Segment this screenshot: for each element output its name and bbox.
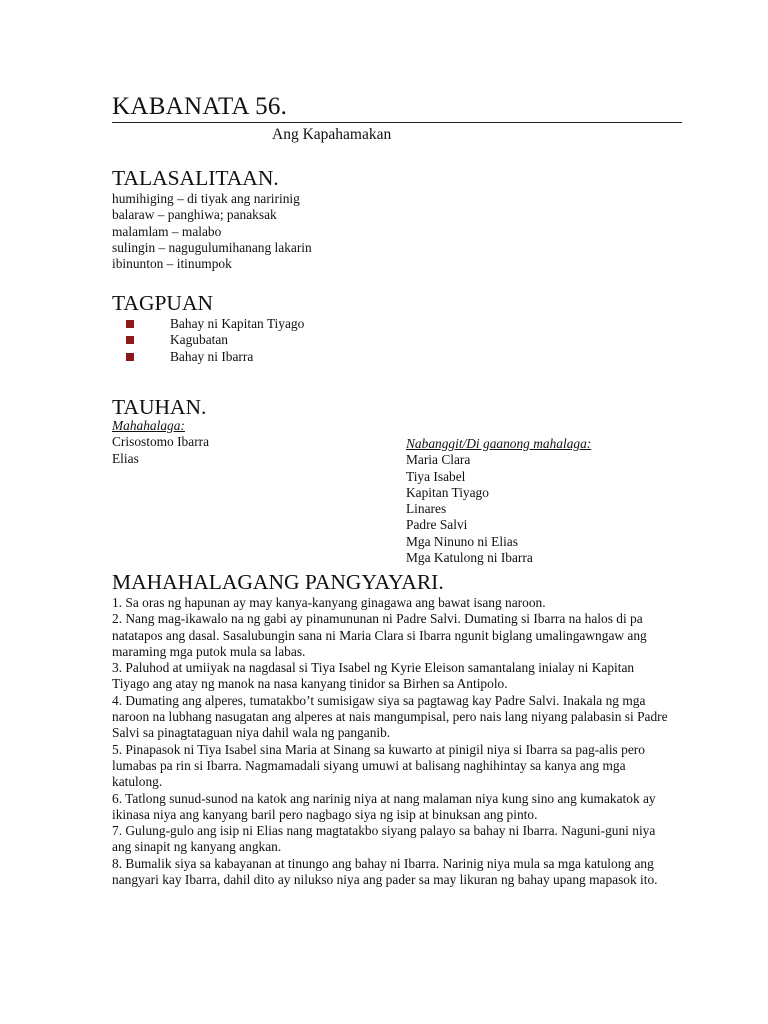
setting-heading: TAGPUAN (112, 291, 214, 315)
vocabulary-item: balaraw – panghiwa; panaksak (112, 207, 277, 223)
event-item: 4. Dumating ang alperes, tumatakbo’t sumisigaw siya sa pagtawag kay Padre Salvi. Inakala ng mga naroon na lubhang nasugatan ang alperes at nais mangumpisal, pero nais lang niyang palabasin si Padre Salvi sa pinagtataguan niya dahil wala ng panganib. (112, 692, 668, 741)
vocabulary-item: malamlam – malabo (112, 223, 222, 239)
event-item: 5. Pinapasok ni Tiya Isabel sina Maria at Sinang sa kuwarto at pinigil niya si Ibarra sa pag-alis pero lumabas pa rin si Ibarra. Nagmamadali siyang umuwi at balisang naghihintay sa kanya ang mga katulong. (112, 741, 645, 790)
character-name: Linares (406, 501, 447, 517)
event-item: 7. Gulung-gulo ang isip ni Elias nang magtatakbo siyang palayo sa bahay ni Ibarra. Naguni-guni niya ang sinapit ng kanyang angkan. (112, 823, 656, 855)
character-name: Mga Ninuno ni Elias (406, 533, 518, 549)
event-item: 2. Nang mag-ikawalo na ng gabi ay pinamununan ni Padre Salvi. Dumating si Ibarra na halos di pa natatapos ang dasal. Sasalubungin sana ni Maria Clara si Ibarra ngunit biglang umalingawngaw ang maraming mga putok mula sa labas. (112, 611, 647, 659)
square-bullet-icon (126, 336, 134, 344)
chapter-title: KABANATA 56. (112, 93, 288, 120)
title-divider (112, 122, 682, 123)
square-bullet-icon (126, 353, 134, 361)
character-name: Elias (112, 450, 139, 466)
event-item: 8. Bumalik siya sa kabayanan at tinungo ang bahay ni Ibarra. Narinig niya mula sa mga katulong ang nangyari kay Ibarra, dahil dito ay nilukso niya ang pader sa may likuran ng bahay upang mapasok ito. (112, 855, 658, 888)
character-name: Tiya Isabel (406, 468, 466, 484)
vocabulary-item: ibinunton – itinumpok (112, 256, 232, 272)
setting-label: Bahay ni Ibarra (170, 348, 254, 364)
vocabulary-list (112, 191, 312, 272)
vocabulary-item: sulingin – nagugulumihanang lakarin (112, 239, 312, 255)
vocabulary-item: humihiging – di tiyak ang naririnig (112, 191, 300, 206)
setting-label: Bahay ni Kapitan Tiyago (170, 316, 305, 331)
minor-characters-column (406, 436, 591, 566)
character-name: Maria Clara (406, 452, 471, 468)
event-item: 3. Paluhod at umiiyak na nagdasal si Tiya Isabel ng Kyrie Eleison samantalang inialay ni Kapitan Tiyago ang atay ng manok na nasa kanyang tinidor sa Birhen sa Antipolo. (112, 660, 635, 692)
character-name: Crisostomo Ibarra (112, 434, 210, 450)
main-characters-list (112, 434, 209, 467)
events-list (112, 595, 672, 888)
vocabulary-heading: TALASALITAAN. (112, 166, 279, 190)
minor-characters-list (406, 452, 591, 566)
chapter-subtitle: Ang Kapahamakan (272, 126, 392, 143)
character-name: Mga Katulong ni Ibarra (406, 550, 533, 566)
main-characters-label: Mahahalaga: (112, 418, 185, 433)
event-item: 1. Sa oras ng hapunan ay may kanya-kanyang ginagawa ang bawat isang naroon. (112, 595, 546, 610)
event-item: 6. Tatlong sunud-sunod na katok ang narinig niya at nang malaman niya kung sino ang kumakatok ay ikinasa niya ang kanyang baril pero nagbago siya ng isip at binuksan ang pinto. (112, 790, 656, 822)
main-characters-column (112, 418, 209, 467)
character-name: Padre Salvi (406, 517, 468, 533)
events-heading: MAHAHALAGANG PANGYAYARI. (112, 570, 444, 594)
characters-heading: TAUHAN. (112, 395, 207, 419)
minor-characters-label: Nabanggit/Di gaanong mahalaga: (406, 436, 592, 451)
setting-label: Kagubatan (170, 332, 229, 348)
square-bullet-icon (126, 320, 134, 328)
character-name: Kapitan Tiyago (406, 484, 489, 500)
